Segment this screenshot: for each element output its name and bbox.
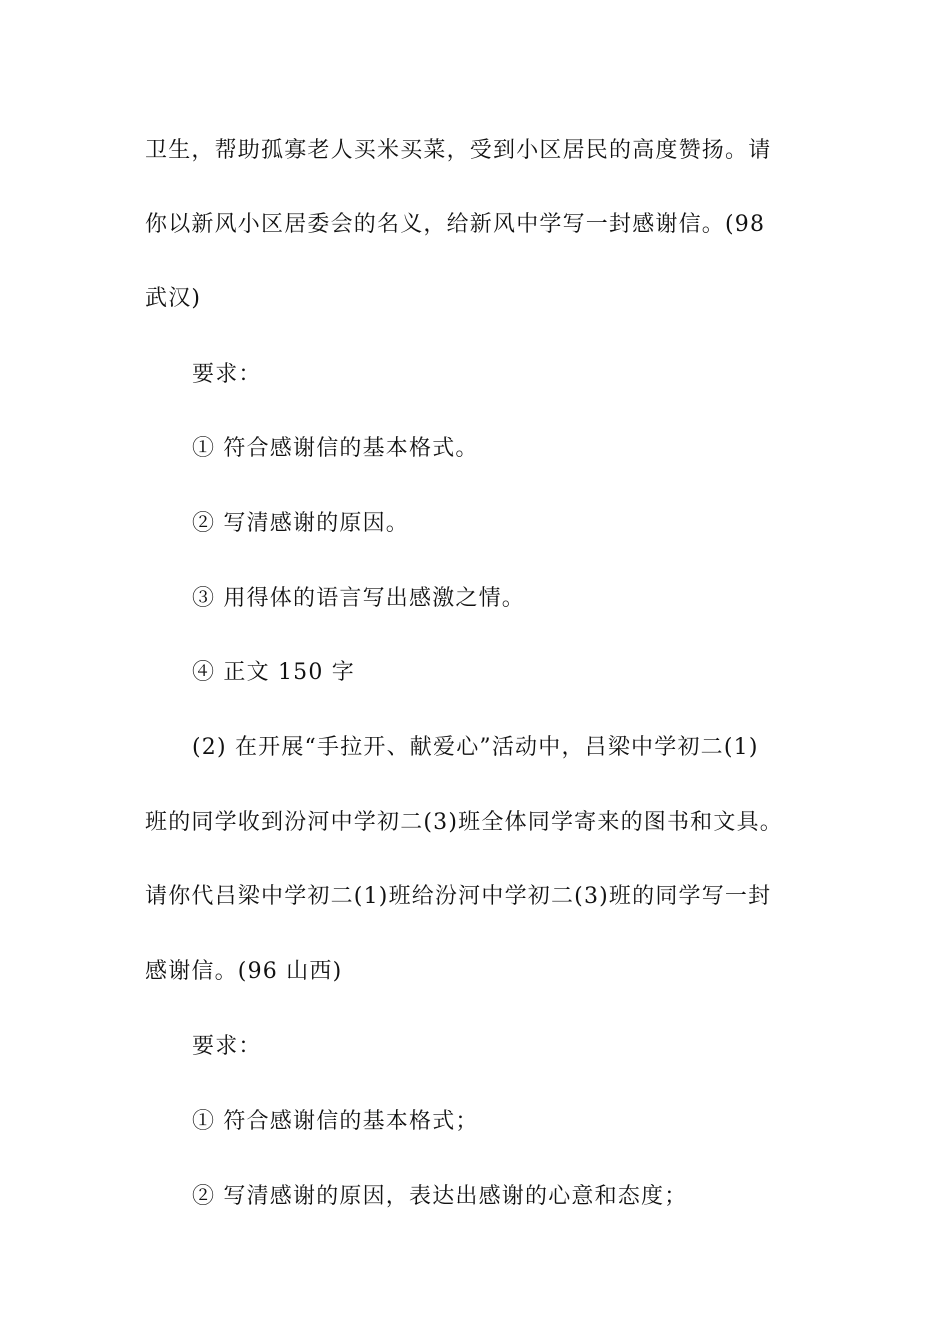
paragraph-line: 感谢信。(96 山西) — [145, 959, 343, 984]
requirement-item: ④ 正文 150 字 — [192, 660, 355, 685]
requirement-item: ② 写清感谢的原因。 — [192, 511, 409, 536]
paragraph-line: 请你代吕梁中学初二(1)班给汾河中学初二(3)班的同学写一封 — [145, 884, 772, 909]
requirement-item: ① 符合感谢信的基本格式。 — [192, 436, 479, 461]
paragraph-line: 班的同学收到汾河中学初二(3)班全体同学寄来的图书和文具。 — [145, 810, 783, 835]
requirement-item: ③ 用得体的语言写出感激之情。 — [192, 586, 525, 611]
paragraph-line: 武汉) — [145, 286, 202, 311]
paragraph-line: 卫生，帮助孤寡老人买米买菜，受到小区居民的高度赞扬。请 — [145, 138, 772, 163]
requirements-heading: 要求： — [192, 362, 262, 387]
requirements-heading: 要求： — [192, 1034, 262, 1059]
paragraph-line: (2) 在开展“手拉开、献爱心”活动中，吕梁中学初二(1) — [192, 735, 759, 760]
requirement-item: ② 写清感谢的原因，表达出感谢的心意和态度； — [192, 1184, 688, 1209]
paragraph-line: 你以新风小区居委会的名义，给新风中学写一封感谢信。(98 — [145, 212, 766, 237]
requirement-item: ① 符合感谢信的基本格式； — [192, 1109, 479, 1134]
